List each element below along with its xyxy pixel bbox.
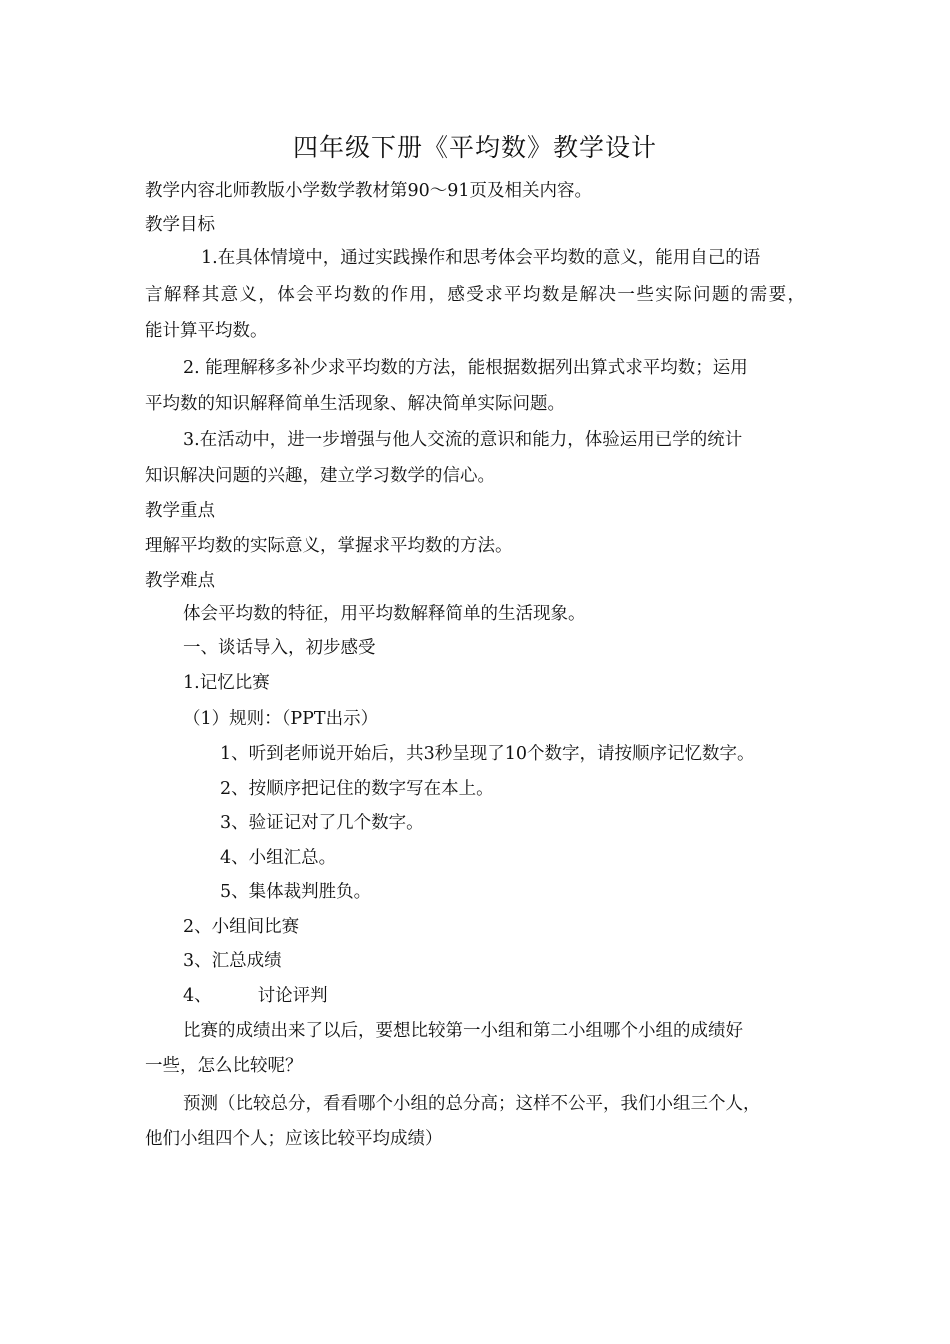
rule-1: 1、听到老师说开始后，共3秒呈现了10个数字，请按顺序记忆数字。 — [220, 744, 755, 764]
difficulty-text: 体会平均数的特征，用平均数解释简单的生活现象。 — [183, 604, 586, 624]
goal1-line2: 言解释其意义，体会平均数的作用，感受求平均数是解决一些实际问题的需要， — [145, 285, 805, 305]
goal2-line1: 2. 能理解移多补少求平均数的方法，能根据数据列出算式求平均数；运用 — [183, 358, 748, 378]
rule-2: 2、按顺序把记住的数字写在本上。 — [220, 779, 494, 799]
paragraph2-line2: 他们小组四个人；应该比较平均成绩） — [145, 1129, 443, 1149]
rule-5: 5、集体裁判胜负。 — [220, 882, 372, 902]
goals-heading: 教学目标 — [145, 215, 215, 235]
goal3-line1: 3.在活动中，进一步增强与他人交流的意识和能力，体验运用已学的统计 — [183, 430, 743, 450]
goal1-line1: 1.在具体情境中，通过实践操作和思考体会平均数的意义，能用自己的语 — [201, 248, 761, 268]
paragraph1-line1: 比赛的成绩出来了以后，要想比较第一小组和第二小组哪个小组的成绩好 — [183, 1021, 743, 1041]
item2-heading: 2、小组间比赛 — [183, 917, 300, 937]
item4-heading — [183, 983, 328, 1009]
item4-number: 4、 — [183, 986, 212, 1006]
key-text: 理解平均数的实际意义，掌握求平均数的方法。 — [145, 536, 513, 556]
goal2-line2: 平均数的知识解释简单生活现象、解决简单实际问题。 — [145, 394, 565, 414]
item3-heading: 3、汇总成绩 — [183, 951, 282, 971]
item1-heading: 1.记忆比赛 — [183, 673, 270, 693]
rule-4: 4、小组汇总。 — [220, 848, 337, 868]
paragraph1-line2: 一些，怎么比较呢？ — [145, 1056, 303, 1076]
rules-heading: （1）规则：（PPT出示） — [183, 709, 379, 729]
paragraph2-line1: 预测（比较总分，看看哪个小组的总分高；这样不公平，我们小组三个人， — [183, 1094, 761, 1114]
section1-heading: 一、谈话导入，初步感受 — [183, 638, 376, 658]
key-heading: 教学重点 — [145, 501, 215, 521]
difficulty-heading: 教学难点 — [145, 571, 215, 591]
teaching-content-line: 教学内容北师教版小学数学教材第90～91页及相关内容。 — [145, 181, 593, 201]
document-title: 四年级下册《平均数》教学设计 — [292, 133, 657, 162]
rule-3: 3、验证记对了几个数字。 — [220, 813, 424, 833]
item4-text: 讨论评判 — [257, 986, 328, 1006]
goal1-line3: 能计算平均数。 — [145, 321, 268, 341]
goal3-line2: 知识解决问题的兴趣，建立学习数学的信心。 — [145, 466, 495, 486]
